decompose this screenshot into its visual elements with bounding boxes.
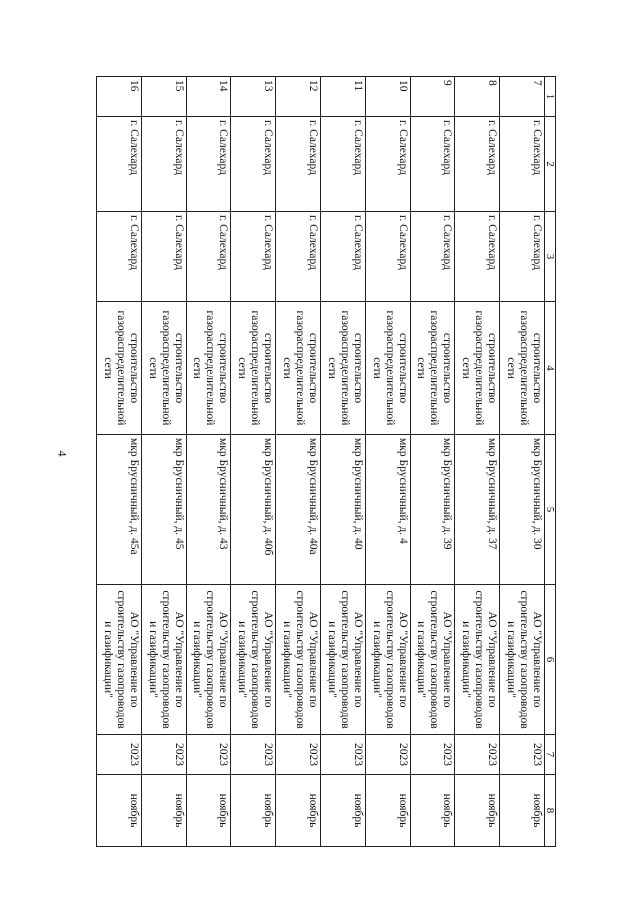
header-cell: 1 — [545, 77, 556, 117]
cell-municipality: г. Салехард — [97, 117, 142, 212]
cell-address: мкр Брусничный, д. 37 — [455, 435, 500, 585]
cell-contractor: АО "Управление по строительству газопроводов и газификации" — [186, 585, 231, 735]
cell-month: ноябрь — [97, 775, 142, 847]
page-number: 4 — [55, 450, 70, 457]
header-cell: 6 — [545, 585, 556, 735]
gasification-table — [96, 76, 556, 847]
table-row — [365, 77, 410, 847]
cell-contractor: АО "Управление по строительству газопроводов и газификации" — [97, 585, 142, 735]
cell-year: 2023 — [365, 735, 410, 775]
cell-row-number: 9 — [410, 77, 455, 117]
cell-row-number: 8 — [455, 77, 500, 117]
cell-settlement: г. Салехард — [97, 212, 142, 302]
cell-address: мкр Брусничный, д. 43 — [186, 435, 231, 585]
cell-municipality: г. Салехард — [141, 117, 186, 212]
cell-month: ноябрь — [276, 775, 321, 847]
cell-work-type: строительство газораспределительной сети — [231, 302, 276, 435]
cell-contractor: АО "Управление по строительству газопроводов и газификации" — [276, 585, 321, 735]
cell-row-number: 12 — [276, 77, 321, 117]
cell-month: ноябрь — [365, 775, 410, 847]
cell-row-number: 7 — [500, 77, 545, 117]
cell-settlement: г. Салехард — [455, 212, 500, 302]
cell-month: ноябрь — [500, 775, 545, 847]
cell-work-type: строительство газораспределительной сети — [141, 302, 186, 435]
cell-year: 2023 — [141, 735, 186, 775]
cell-contractor: АО "Управление по строительству газопроводов и газификации" — [410, 585, 455, 735]
cell-row-number: 11 — [321, 77, 366, 117]
cell-address: мкр Брусничный, д. 30 — [500, 435, 545, 585]
cell-municipality: г. Салехард — [321, 117, 366, 212]
cell-settlement: г. Салехард — [500, 212, 545, 302]
cell-work-type: строительство газораспределительной сети — [410, 302, 455, 435]
cell-contractor: АО "Управление по строительству газопроводов и газификации" — [500, 585, 545, 735]
cell-month: ноябрь — [455, 775, 500, 847]
cell-municipality: г. Салехард — [500, 117, 545, 212]
cell-month: ноябрь — [410, 775, 455, 847]
cell-municipality: г. Салехард — [276, 117, 321, 212]
table-row — [410, 77, 455, 847]
cell-row-number: 10 — [365, 77, 410, 117]
cell-year: 2023 — [231, 735, 276, 775]
cell-work-type: строительство газораспределительной сети — [365, 302, 410, 435]
cell-address: мкр Брусничный, д. 40б — [231, 435, 276, 585]
header-cell: 2 — [545, 117, 556, 212]
cell-row-number: 15 — [141, 77, 186, 117]
cell-year: 2023 — [186, 735, 231, 775]
cell-address: мкр Брусничный, д. 4 — [365, 435, 410, 585]
table-row — [500, 77, 545, 847]
cell-row-number: 14 — [186, 77, 231, 117]
cell-work-type: строительство газораспределительной сети — [321, 302, 366, 435]
cell-contractor: АО "Управление по строительству газопроводов и газификации" — [455, 585, 500, 735]
cell-year: 2023 — [500, 735, 545, 775]
cell-year: 2023 — [410, 735, 455, 775]
cell-row-number: 13 — [231, 77, 276, 117]
cell-contractor: АО "Управление по строительству газопроводов и газификации" — [365, 585, 410, 735]
header-cell: 8 — [545, 775, 556, 847]
cell-settlement: г. Салехард — [410, 212, 455, 302]
cell-address: мкр Брусничный, д. 40а — [276, 435, 321, 585]
table-body — [97, 77, 556, 847]
cell-address: мкр Брусничный, д. 40 — [321, 435, 366, 585]
cell-month: ноябрь — [231, 775, 276, 847]
cell-month: ноябрь — [141, 775, 186, 847]
cell-address: мкр Брусничный, д. 45 — [141, 435, 186, 585]
cell-municipality: г. Салехард — [455, 117, 500, 212]
cell-work-type: строительство газораспределительной сети — [455, 302, 500, 435]
cell-settlement: г. Салехард — [365, 212, 410, 302]
cell-work-type: строительство газораспределительной сети — [276, 302, 321, 435]
header-row — [545, 77, 556, 847]
cell-settlement: г. Салехард — [321, 212, 366, 302]
cell-work-type: строительство газораспределительной сети — [186, 302, 231, 435]
table-row — [186, 77, 231, 847]
cell-municipality: г. Салехард — [231, 117, 276, 212]
cell-settlement: г. Салехард — [141, 212, 186, 302]
header-cell: 5 — [545, 435, 556, 585]
table-row — [141, 77, 186, 847]
cell-month: ноябрь — [186, 775, 231, 847]
cell-settlement: г. Салехард — [276, 212, 321, 302]
cell-work-type: строительство газораспределительной сети — [500, 302, 545, 435]
table-row — [276, 77, 321, 847]
cell-year: 2023 — [276, 735, 321, 775]
cell-contractor: АО "Управление по строительству газопроводов и газификации" — [231, 585, 276, 735]
cell-month: ноябрь — [321, 775, 366, 847]
cell-year: 2023 — [455, 735, 500, 775]
cell-contractor: АО "Управление по строительству газопроводов и газификации" — [141, 585, 186, 735]
cell-year: 2023 — [321, 735, 366, 775]
cell-municipality: г. Салехард — [365, 117, 410, 212]
table-area — [96, 76, 556, 846]
cell-year: 2023 — [97, 735, 142, 775]
cell-settlement: г. Салехард — [231, 212, 276, 302]
cell-row-number: 16 — [97, 77, 142, 117]
cell-municipality: г. Салехард — [186, 117, 231, 212]
cell-address: мкр Брусничный, д. 39 — [410, 435, 455, 585]
cell-work-type: строительство газораспределительной сети — [97, 302, 142, 435]
table-row — [97, 77, 142, 847]
header-cell: 3 — [545, 212, 556, 302]
cell-settlement: г. Салехард — [186, 212, 231, 302]
header-cell: 4 — [545, 302, 556, 435]
table-row — [231, 77, 276, 847]
header-cell: 7 — [545, 735, 556, 775]
cell-contractor: АО "Управление по строительству газопроводов и газификации" — [321, 585, 366, 735]
cell-address: мкр Брусничный, д. 45а — [97, 435, 142, 585]
cell-municipality: г. Салехард — [410, 117, 455, 212]
table-row — [321, 77, 366, 847]
table-row — [455, 77, 500, 847]
